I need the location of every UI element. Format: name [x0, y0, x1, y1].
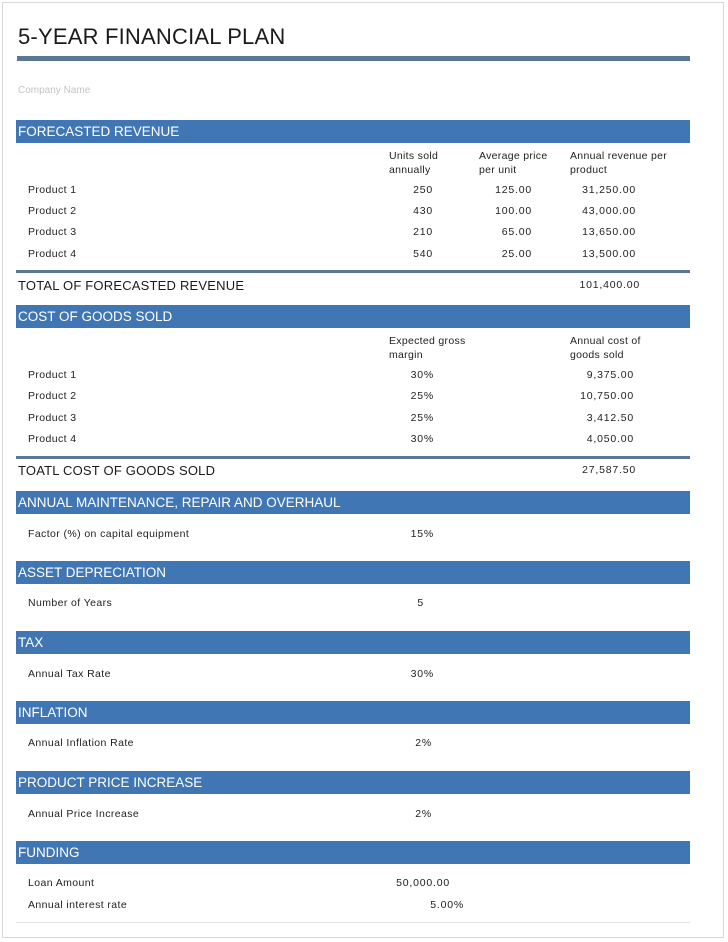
section-inflation: INFLATION: [16, 701, 690, 724]
inflation-rate-label: Annual Inflation Rate: [28, 737, 134, 749]
margin-value[interactable]: 25%: [410, 412, 434, 424]
col-annual-cost: Annual cost of goods sold: [570, 335, 641, 361]
price-increase-label: Annual Price Increase: [28, 808, 140, 820]
page-title: 5-YEAR FINANCIAL PLAN: [18, 24, 286, 49]
tax-rate-value[interactable]: 30%: [410, 668, 434, 680]
title-underline: [17, 56, 690, 61]
loan-amount-label: Loan Amount: [28, 877, 95, 889]
margin-value[interactable]: 25%: [410, 390, 434, 402]
col-units-sold: Units sold annually: [389, 150, 439, 176]
units-value[interactable]: 540: [413, 248, 433, 260]
annual-revenue-value: 13,500.00: [582, 248, 636, 260]
interest-rate-value[interactable]: 5.00%: [430, 899, 464, 911]
section-tax: TAX: [16, 631, 690, 654]
row-label: Product 2: [28, 205, 77, 217]
total-revenue-value: 101,400.00: [579, 279, 640, 291]
row-label: Product 3: [28, 412, 77, 424]
price-value[interactable]: 125.00: [495, 184, 532, 196]
section-maintenance: ANNUAL MAINTENANCE, REPAIR AND OVERHAUL: [16, 491, 690, 514]
total-revenue-label: TOTAL OF FORECASTED REVENUE: [18, 278, 245, 293]
row-label: Product 1: [28, 369, 77, 381]
margin-value[interactable]: 30%: [410, 369, 434, 381]
units-value[interactable]: 210: [413, 226, 433, 238]
annual-cost-value: 10,750.00: [580, 390, 634, 402]
annual-cost-value: 4,050.00: [586, 433, 634, 445]
years-label: Number of Years: [28, 597, 113, 609]
maintenance-factor-value[interactable]: 15%: [410, 528, 434, 540]
col-gross-margin: Expected gross margin: [389, 335, 466, 361]
col-annual-revenue: Annual revenue per product: [570, 150, 668, 176]
loan-amount-value[interactable]: 50,000.00: [396, 877, 450, 889]
years-value[interactable]: 5: [417, 597, 424, 609]
maintenance-factor-label: Factor (%) on capital equipment: [28, 528, 190, 540]
col-average-price: Average price per unit: [479, 150, 548, 176]
price-value[interactable]: 25.00: [501, 248, 532, 260]
inflation-rate-value[interactable]: 2%: [415, 737, 432, 749]
annual-cost-value: 9,375.00: [586, 369, 634, 381]
interest-rate-label: Annual interest rate: [28, 899, 128, 911]
section-forecasted-revenue: FORECASTED REVENUE: [16, 120, 690, 143]
row-label: Product 2: [28, 390, 77, 402]
price-value[interactable]: 100.00: [495, 205, 532, 217]
section-cost-of-goods-sold: COST OF GOODS SOLD: [16, 305, 690, 328]
section-asset-depreciation: ASSET DEPRECIATION: [16, 561, 690, 584]
row-label: Product 4: [28, 433, 77, 445]
price-increase-value[interactable]: 2%: [415, 808, 432, 820]
units-value[interactable]: 250: [413, 184, 433, 196]
company-name-field[interactable]: Company Name: [18, 85, 91, 96]
row-label: Product 3: [28, 226, 77, 238]
units-value[interactable]: 430: [413, 205, 433, 217]
section-funding: FUNDING: [16, 841, 690, 864]
annual-cost-value: 3,412.50: [586, 412, 634, 424]
annual-revenue-value: 43,000.00: [582, 205, 636, 217]
row-label: Product 4: [28, 248, 77, 260]
row-label: Product 1: [28, 184, 77, 196]
total-divider: [16, 270, 690, 273]
tax-rate-label: Annual Tax Rate: [28, 668, 111, 680]
annual-revenue-value: 31,250.00: [582, 184, 636, 196]
section-product-price-increase: PRODUCT PRICE INCREASE: [16, 771, 690, 794]
annual-revenue-value: 13,650.00: [582, 226, 636, 238]
total-cogs-label: TOATL COST OF GOODS SOLD: [18, 463, 216, 478]
bottom-divider: [16, 922, 690, 923]
price-value[interactable]: 65.00: [501, 226, 532, 238]
total-divider: [16, 456, 690, 459]
total-cogs-value: 27,587.50: [582, 464, 636, 476]
margin-value[interactable]: 30%: [410, 433, 434, 445]
